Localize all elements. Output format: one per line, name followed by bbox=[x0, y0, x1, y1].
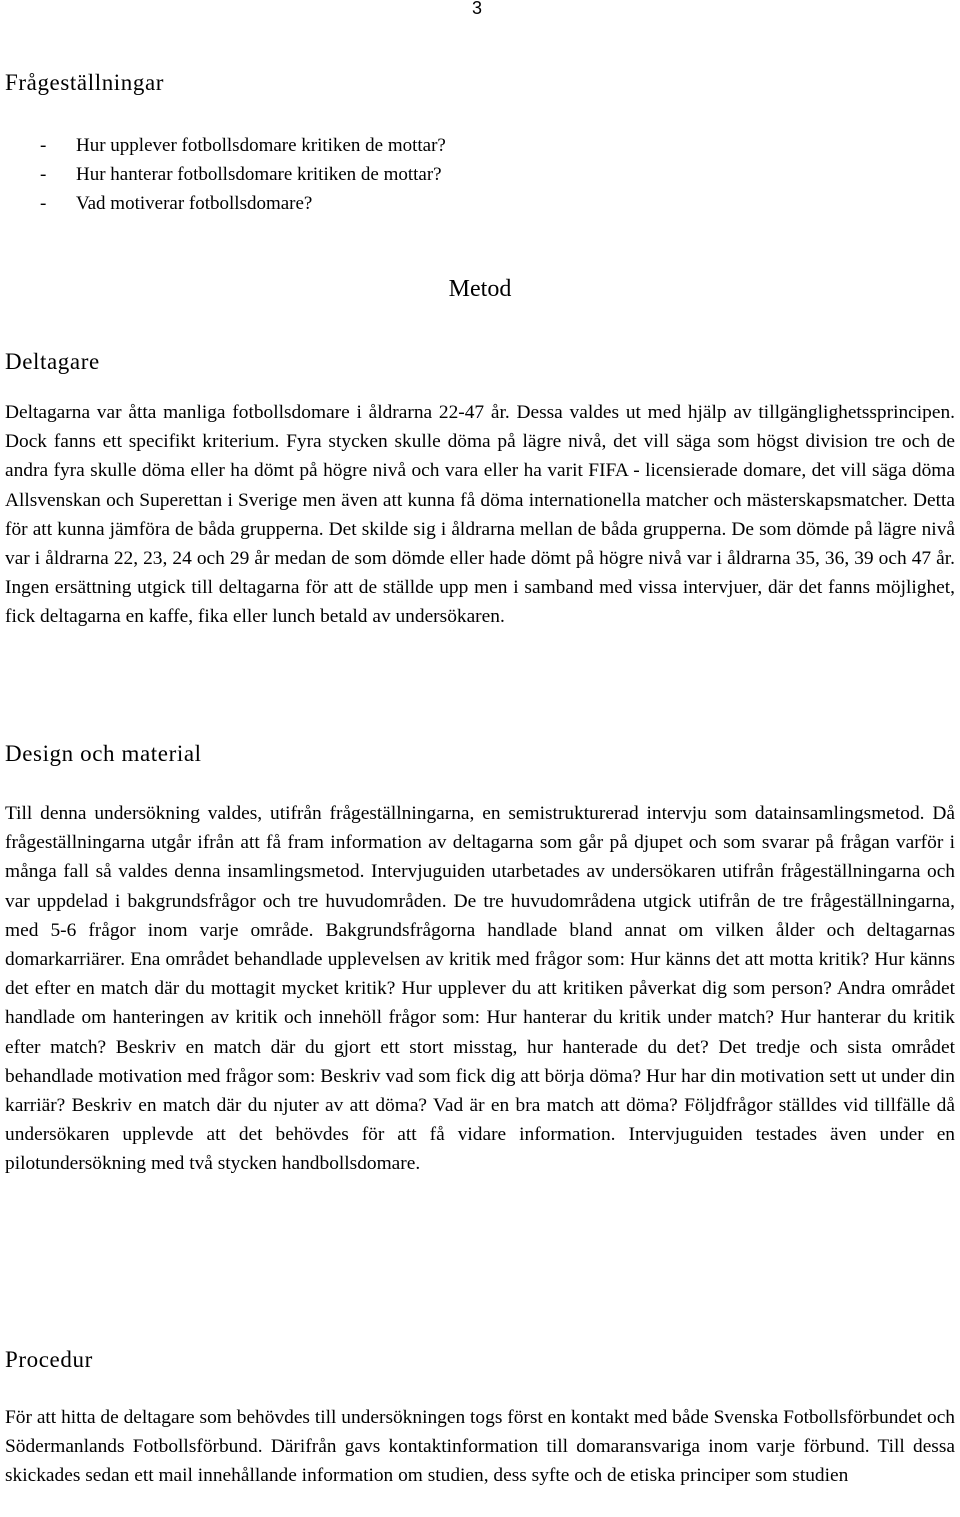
question-text: Vad motiverar fotbollsdomare? bbox=[76, 193, 313, 214]
list-item: - Vad motiverar fotbollsdomare? bbox=[40, 193, 313, 214]
question-list bbox=[40, 131, 446, 218]
method-heading: Metod bbox=[448, 276, 512, 302]
design-heading: Design och material bbox=[5, 741, 202, 766]
questions-heading: Frågeställningar bbox=[5, 70, 165, 95]
procedure-heading: Procedur bbox=[5, 1347, 93, 1372]
participants-heading: Deltagare bbox=[5, 349, 100, 374]
question-text: Hur upplever fotbollsdomare kritiken de mottar? bbox=[76, 135, 446, 156]
question-text: Hur hanterar fotbollsdomare kritiken de mottar? bbox=[76, 164, 442, 185]
list-item: - Hur upplever fotbollsdomare kritiken de mottar? bbox=[40, 135, 446, 156]
list-item: - Hur hanterar fotbollsdomare kritiken de mottar? bbox=[40, 164, 442, 185]
participants-paragraph: Deltagarna var åtta manliga fotbollsdomare i åldrarna 22-47 år. Dessa valdes ut med hjälp av tillgänglighetssprincipen. Dock fanns ett specifikt kriterium. Fyra stycken skulle döma på lägre nivå, det vill säga som högst division tre och de andra fyra skulle döma eller ha dömt på högre nivå och vara eller ha varit FIFA - licensierade domare, det vill säga döma Allsvenskan och Superettan i Sverige men även att kunna få döma internationella matcher och mästerskapsmatcher. Detta för att kunna jämföra de båda grupperna. Det skilde sig i åldrarna mellan de båda grupperna. De som dömde på lägre nivå var i åldrarna 22, 23, 24 och 29 år medan de som dömde eller hade dömt på högre nivå var i åldrarna 35, 36, 39 och 47 år. Ingen ersättning utgick till deltagarna för att de ställde upp men i samband med vissa intervjuer, där det fanns möjlighet, fick deltagarna en kaffe, fika eller lunch betald av undersökaren. bbox=[5, 402, 955, 628]
procedure-paragraph: För att hitta de deltagare som behövdes till undersökningen togs först en kontakt med både Svenska Fotbollsförbundet och Södermanlands Fotbollsförbund. Därifrån gavs kontaktinformation till domaransvariga inom varje förbund. Till dessa skickades sedan ett mail innehållande information om studien, dess syfte och de etiska principer som studien bbox=[5, 1407, 955, 1487]
design-paragraph: Till denna undersökning valdes, utifrån frågeställningarna, en semistrukturerad intervju som datainsamlingsmetod. Då frågeställningarna utgår ifrån att få fram information av deltagarna som går på djupet och som svarar på frågan varför i många fall så valdes denna insamlingsmetod. Intervjuguiden utarbetades av undersökaren utifrån frågeställningarna och var uppdelad i bakgrundsfrågor och tre huvudområden. De tre huvudområdena utgick utifrån de tre frågeställningarna, med 5-6 frågor inom varje område. Bakgrundsfrågorna handlade bland annat om vilken ålder och deltagarnas domarkarriärer. Ena området behandlade upplevelsen av kritik med frågor som: Hur känns det att motta kritik? Hur känns det efter en match där du mottagit mycket kritik? Hur upplever du att kritiken påverkat dig som person? Andra området handlade om hanteringen av kritik och innehöll frågor som: Hur hanterar du kritik under match? Hur hanterar du kritik efter match? Beskriv en match där du gjort ett stort misstag, hur hanterade du det? Det tredje och sista området behandlade motivation med frågor som: Beskriv vad som fick dig att börja döma? Hur har din motivation sett ut under din karriär? Beskriv en match där du njuter av att döma? Vad är en bra match att döma? Följdfrågor ställdes vid tillfälle då undersökaren upplevde att det behövdes för att få vidare information. Intervjuguiden testades även under en pilotundersökning med två stycken handbollsdomare. bbox=[5, 803, 955, 1175]
page-number: 3 bbox=[472, 0, 483, 18]
